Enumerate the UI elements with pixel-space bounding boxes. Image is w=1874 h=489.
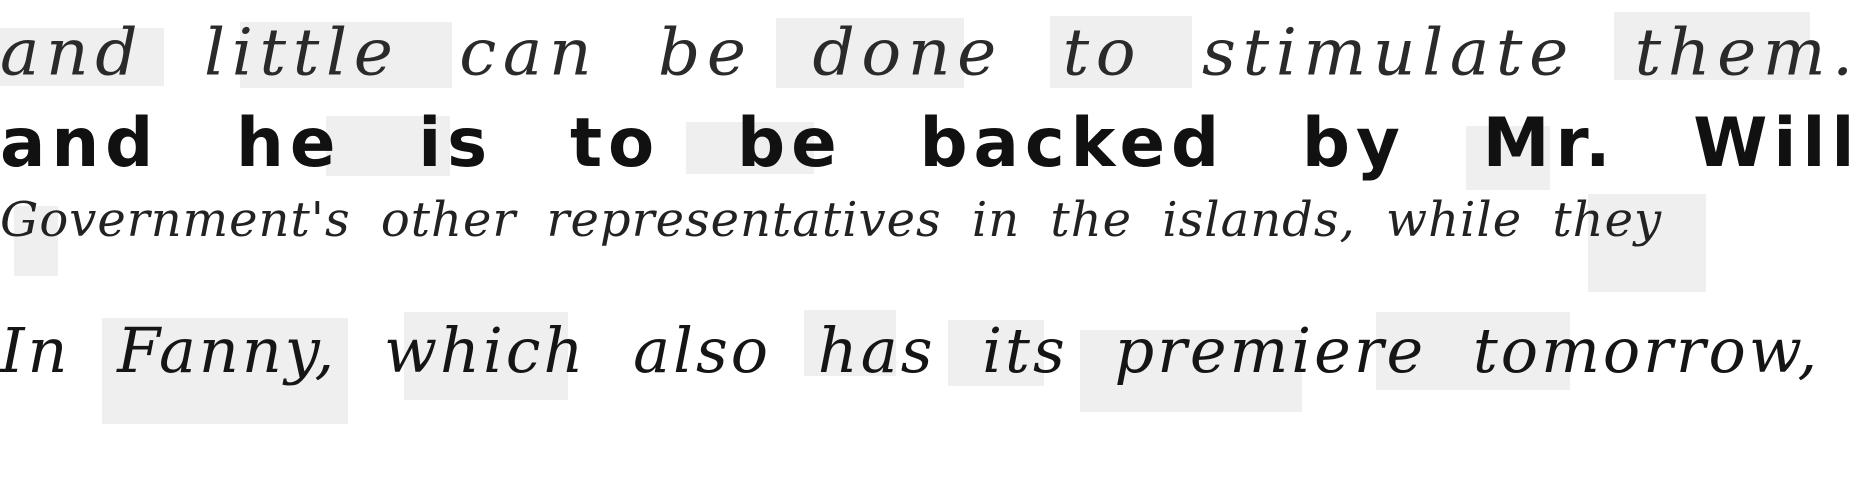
handwriting-line-4: In Fanny, which also has its premiere tomorrow, xyxy=(0,314,1821,387)
handwriting-line-2: and he is to be backed by Mr. Will xyxy=(0,104,1861,183)
handwriting-line-3: Government's other representatives in the islands, while they xyxy=(0,192,1663,248)
handwriting-line-1: and little can be done to stimulate them. xyxy=(0,14,1860,90)
